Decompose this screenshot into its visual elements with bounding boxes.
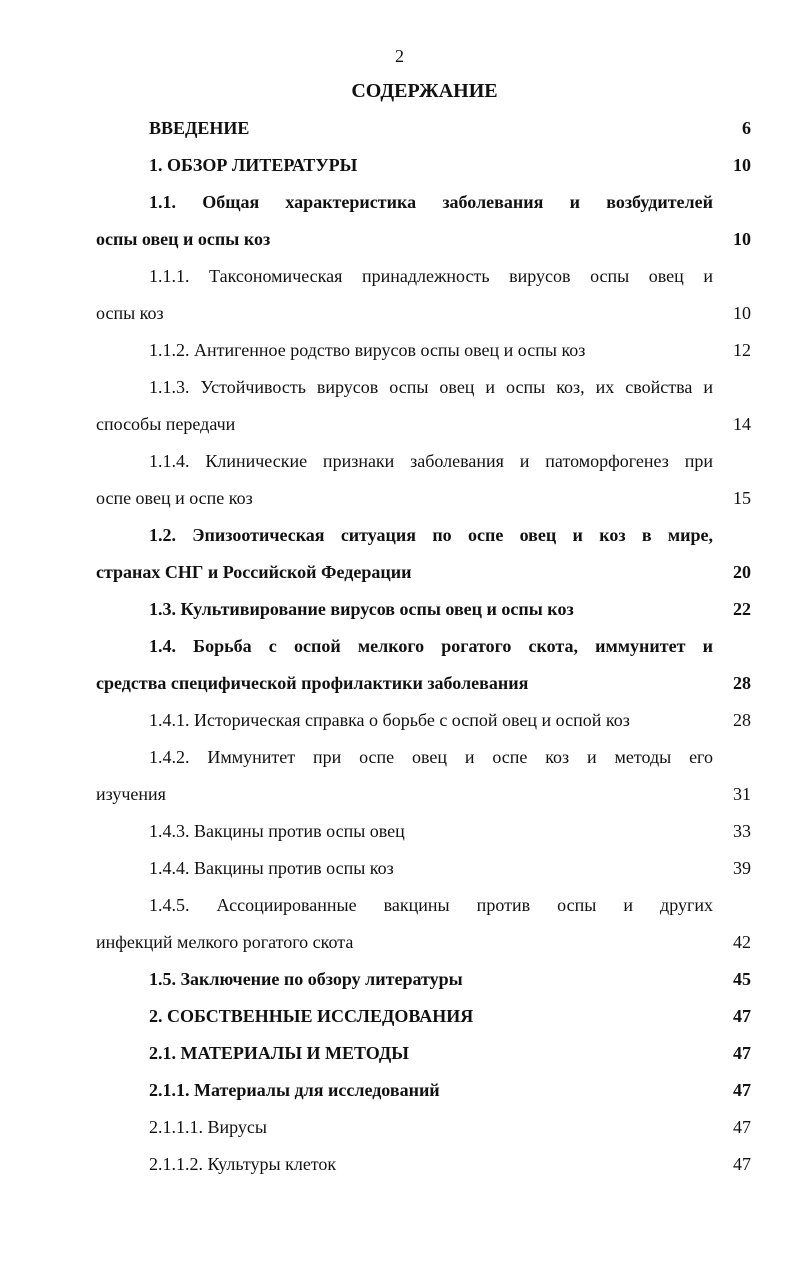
- toc-entry-label-line2: средства специфической профилактики заболевания: [96, 673, 529, 693]
- toc-entry-label-line1: 1.1. Общая характеристика заболевания и возбудителей: [149, 192, 713, 212]
- toc-entry: [96, 961, 751, 998]
- toc-entry-label-line2: оспы коз: [96, 303, 164, 323]
- toc-entry-page: 47: [733, 1043, 751, 1063]
- toc-entry-label: 1.4.1. Историческая справка о борьбе с оспой овец и оспой коз: [149, 710, 630, 730]
- toc-entry-label-line2: способы передачи: [96, 414, 236, 434]
- toc-entry: [96, 332, 751, 369]
- toc-entry-label-line1: 1.4. Борьба с оспой мелкого рогатого скота, иммунитет и: [149, 636, 713, 656]
- toc-entry-label: 1.5. Заключение по обзору литературы: [149, 969, 463, 989]
- table-of-contents: [96, 110, 751, 1183]
- toc-entry-label: 2.1.1. Материалы для исследований: [149, 1080, 440, 1100]
- toc-entry-page: 33: [733, 821, 751, 841]
- toc-entry-label: 1.1.2. Антигенное родство вирусов оспы овец и оспы коз: [149, 340, 586, 360]
- toc-entry: [96, 1109, 751, 1146]
- toc-entry: [96, 147, 751, 184]
- toc-entry-label: 1.4.4. Вакцины против оспы коз: [149, 858, 394, 878]
- toc-entry-label-line2: оспе овец и оспе коз: [96, 488, 253, 508]
- toc-entry-page: 47: [733, 1080, 751, 1100]
- toc-entry-page: 20: [733, 562, 751, 582]
- toc-entry-label: ВВЕДЕНИЕ: [149, 118, 250, 138]
- toc-entry-page: 47: [733, 1117, 751, 1137]
- toc-entry-page: 22: [733, 599, 751, 619]
- toc-entry-page: 28: [733, 710, 751, 730]
- toc-entry-label-line2: оспы овец и оспы коз: [96, 229, 271, 249]
- toc-entry-label-line1: 1.1.3. Устойчивость вирусов оспы овец и оспы коз, их свойства и: [149, 377, 713, 397]
- toc-entry: [96, 110, 751, 147]
- toc-entry: [96, 702, 751, 739]
- toc-entry: [96, 628, 751, 702]
- toc-entry-label-line1: 1.1.4. Клинические признаки заболевания и патоморфогенез при: [149, 451, 713, 471]
- toc-entry-page: 12: [733, 340, 751, 360]
- toc-entry-page: 39: [733, 858, 751, 878]
- toc-entry: [96, 739, 751, 813]
- toc-entry: [96, 517, 751, 591]
- toc-entry: [96, 1035, 751, 1072]
- toc-entry-label: 2. СОБСТВЕННЫЕ ИССЛЕДОВАНИЯ: [149, 1006, 474, 1026]
- toc-entry-page: 15: [733, 488, 751, 508]
- toc-entry-page: 10: [733, 303, 751, 323]
- toc-entry-page: 42: [733, 932, 751, 952]
- toc-entry-page: 6: [742, 118, 751, 138]
- toc-entry-page: 47: [733, 1006, 751, 1026]
- toc-entry-page: 28: [733, 673, 751, 693]
- toc-entry-label: 2.1. МАТЕРИАЛЫ И МЕТОДЫ: [149, 1043, 409, 1063]
- toc-entry: [96, 184, 751, 258]
- toc-entry-label: 2.1.1.2. Культуры клеток: [149, 1154, 337, 1174]
- toc-entry: [96, 1146, 751, 1183]
- toc-entry-label-line2: странах СНГ и Российской Федерации: [96, 562, 412, 582]
- toc-entry-page: 47: [733, 1154, 751, 1174]
- toc-entry-label-line1: 1.4.5. Ассоциированные вакцины против оспы и других: [149, 895, 713, 915]
- toc-entry-label-line1: 1.4.2. Иммунитет при оспе овец и оспе коз и методы его: [149, 747, 713, 767]
- toc-entry-page: 10: [733, 229, 751, 249]
- toc-entry-label-line1: 1.1.1. Таксономическая принадлежность вирусов оспы овец и: [149, 266, 713, 286]
- toc-entry: [96, 258, 751, 332]
- toc-entry-page: 14: [733, 414, 751, 434]
- toc-entry-label: 1. ОБЗОР ЛИТЕРАТУРЫ: [149, 155, 358, 175]
- toc-entry: [96, 998, 751, 1035]
- toc-entry: [96, 443, 751, 517]
- toc-entry-label-line2: изучения: [96, 784, 166, 804]
- toc-entry-page: 31: [733, 784, 751, 804]
- toc-entry-page: 10: [733, 155, 751, 175]
- toc-entry: [96, 813, 751, 850]
- toc-entry-label-line2: инфекций мелкого рогатого скота: [96, 932, 354, 952]
- toc-entry: [96, 369, 751, 443]
- toc-entry-label-line1: 1.2. Эпизоотическая ситуация по оспе овец и коз в мире,: [149, 525, 713, 545]
- toc-entry: [96, 1072, 751, 1109]
- toc-entry: [96, 887, 751, 961]
- toc-entry-page: 45: [733, 969, 751, 989]
- page-number: 2: [395, 46, 404, 66]
- toc-entry: [96, 591, 751, 628]
- toc-entry-label: 2.1.1.1. Вирусы: [149, 1117, 267, 1137]
- toc-entry-label: 1.4.3. Вакцины против оспы овец: [149, 821, 405, 841]
- toc-entry-label: 1.3. Культивирование вирусов оспы овец и оспы коз: [149, 599, 574, 619]
- page-title: СОДЕРЖАНИЕ: [351, 80, 498, 102]
- toc-entry: [96, 850, 751, 887]
